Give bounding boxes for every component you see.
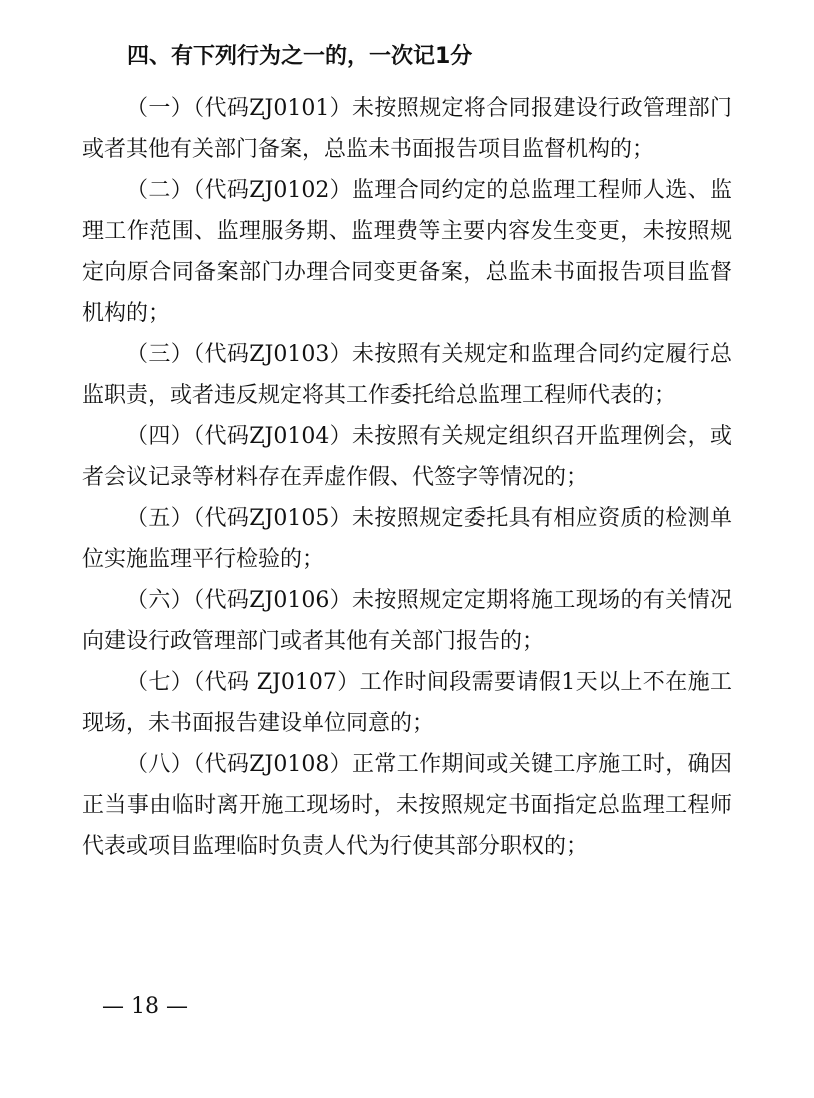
clause-item-3: （三）（代码ZJ0103）未按照有关规定和监理合同约定履行总监职责，或者违反规定将其工作委托给总监理工程师代表的； xyxy=(82,342,732,408)
clause-item-5: （五）（代码ZJ0105）未按照规定委托具有相应资质的检测单位实施监理平行检验的； xyxy=(82,506,732,572)
page-number: — 18 — xyxy=(102,994,188,1019)
clause-item-6: （六）（代码ZJ0106）未按照规定定期将施工现场的有关情况向建设行政管理部门或者其他有关部门报告的； xyxy=(82,588,732,654)
clause-item-4: （四）（代码ZJ0104）未按照有关规定组织召开监理例会，或者会议记录等材料存在弄虚作假、代签字等情况的； xyxy=(82,424,732,490)
clause-item-2: （二）（代码ZJ0102）监理合同约定的总监理工程师人选、监理工作范围、监理服务期、监理费等主要内容发生变更，未按照规定向原合同备案部门办理合同变更备案，总监未书面报告项目监督机构的； xyxy=(82,178,732,326)
clause-item-7: （七）（代码 ZJ0107）工作时间段需要请假1天以上不在施工现场，未书面报告建设单位同意的； xyxy=(82,670,732,736)
clause-item-8: （八）（代码ZJ0108）正常工作期间或关键工序施工时，确因正当事由临时离开施工现场时，未按照规定书面指定总监理工程师代表或项目监理临时负责人代为行使其部分职权的； xyxy=(82,752,732,859)
section-heading: 四、有下列行为之一的，一次记1分 xyxy=(127,44,473,69)
clause-item-1: （一）（代码ZJ0101）未按照规定将合同报建设行政管理部门或者其他有关部门备案，总监未书面报告项目监督机构的； xyxy=(82,96,732,162)
clause-list xyxy=(82,88,732,867)
